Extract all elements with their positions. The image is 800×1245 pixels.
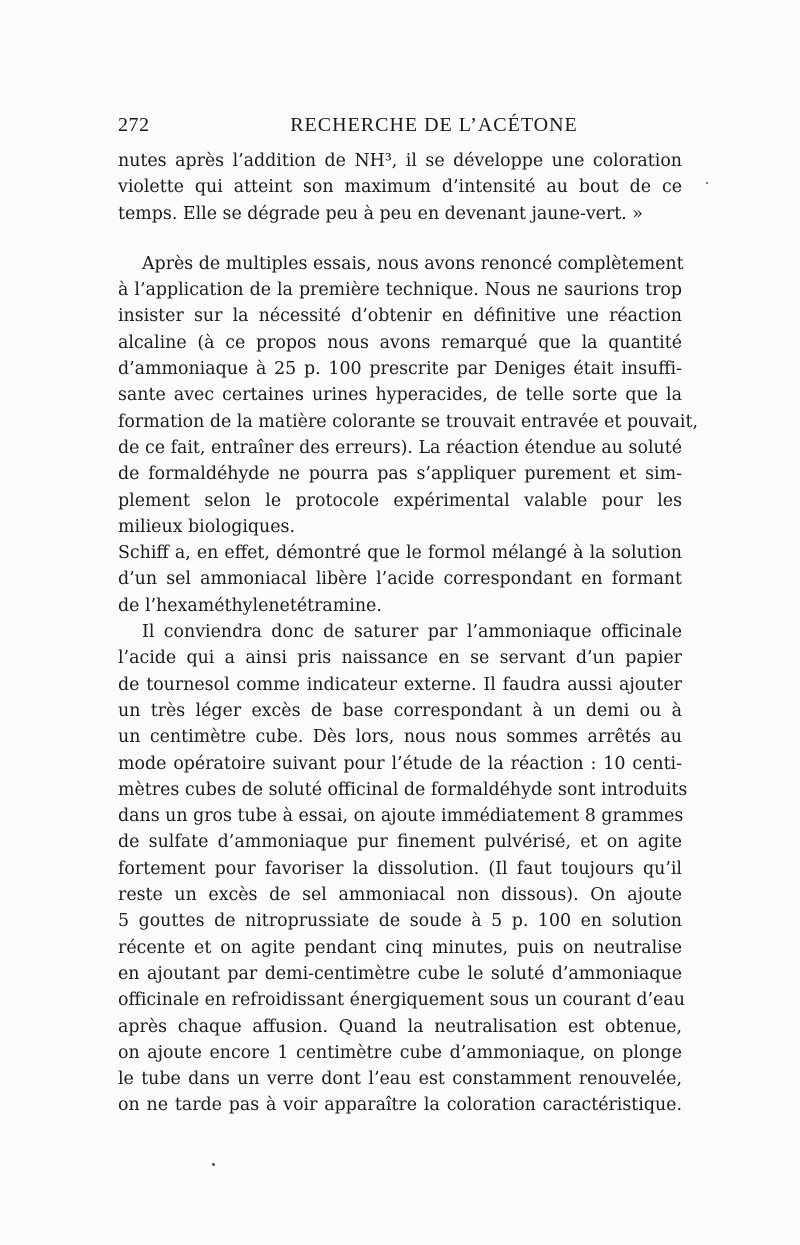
text-line: Il conviendra donc de saturer par l’ammoniaque officinale	[142, 622, 682, 643]
text-line: nutes après l’addition de NH³, il se développe une coloration	[118, 151, 682, 171]
text-line: on ajoute encore 1 centimètre cube d’ammoniaque, on plonge	[118, 1042, 682, 1063]
text-line: fortement pour favoriser la dissolution. (Il faut toujours qu’il	[118, 858, 682, 879]
text-line: plement selon le protocole expérimental valable pour les	[118, 490, 682, 511]
print-speck	[212, 1163, 215, 1166]
page-number: 272	[118, 114, 150, 136]
text-line: à l’application de la première technique. Nous ne saurions trop	[118, 280, 682, 301]
text-line: 5 gouttes de nitroprussiate de soude à 5 p. 100 en solution	[118, 911, 682, 932]
text-line: alcaline (à ce propos nous avons remarqué que la quantité	[118, 332, 682, 353]
text-line: de l’hexaméthylenetétramine.	[118, 595, 382, 616]
text-line: formation de la matière colorante se trouvait entravée et pouvait,	[118, 411, 698, 432]
text-line: milieux biologiques.	[118, 516, 295, 537]
text-line: en ajoutant par demi-centimètre cube le soluté d’ammoniaque	[118, 963, 682, 984]
text-line: de formaldéhyde ne pourra pas s’appliquer purement et sim-	[118, 464, 682, 485]
paragraph-spacer	[118, 227, 682, 251]
print-speck	[706, 182, 708, 184]
text-line: Après de multiples essais, nous avons renoncé complètement	[142, 253, 684, 274]
text-line: violette qui atteint son maximum d’intensité au bout de ce	[118, 177, 682, 198]
text-line: d’ammoniaque à 25 p. 100 prescrite par Deniges était insuffi-	[118, 359, 682, 380]
text-line: après chaque affusion. Quand la neutralisation est obtenue,	[118, 1016, 682, 1037]
body-text	[118, 148, 698, 1119]
running-title: RECHERCHE DE L’ACÉTONE	[290, 114, 578, 136]
text-line: un très léger excès de base correspondant à un demi ou à	[118, 700, 682, 721]
text-line: de tournesol comme indicateur externe. Il faudra aussi ajouter	[118, 674, 682, 695]
text-line: de sulfate d’ammoniaque pur finement pulvérisé, et on agite	[118, 832, 682, 853]
text-line: le tube dans un verre dont l’eau est constamment renouvelée,	[118, 1069, 682, 1090]
running-head	[118, 114, 682, 144]
text-line: officinale en refroidissant énergiquement sous un courant d’eau	[118, 990, 685, 1011]
text-line: de ce fait, entraîner des erreurs). La réaction étendue au soluté	[118, 437, 682, 458]
text-line: sante avec certaines urines hyperacides, de telle sorte que la	[118, 385, 682, 406]
text-line: l’acide qui a ainsi pris naissance en se servant d’un papier	[118, 648, 682, 669]
text-line: mode opératoire suivant pour l’étude de la réaction : 10 centi-	[118, 753, 682, 774]
paragraph-schiff	[118, 540, 682, 619]
text-line: d’un sel ammoniacal libère l’acide correspondant en formant	[118, 569, 682, 590]
text-line: récente et on agite pendant cinq minutes, puis on neutralise	[118, 937, 682, 958]
text-line: Schiff a, en effet, démontré que le formol mélangé à la solution	[118, 543, 682, 564]
text-line: insister sur la nécessité d’obtenir en définitive une réaction	[118, 306, 682, 327]
text-line: un centimètre cube. Dès lors, nous nous sommes arrêtés au	[118, 727, 682, 748]
text-line: dans un gros tube à essai, on ajoute immédiatement 8 grammes	[118, 806, 684, 827]
text-line: on ne tarde pas à voir apparaître la coloration caractéristique.	[118, 1095, 682, 1116]
text-line: reste un excès de sel ammoniacal non dissous). On ajoute	[118, 885, 682, 906]
text-line: mètres cubes de soluté officinal de formaldéhyde sont introduits	[118, 779, 688, 800]
paragraph-mode-operatoire	[118, 619, 688, 1119]
paragraph-quote-end	[118, 148, 682, 227]
paragraph-essais	[118, 251, 698, 540]
text-line: temps. Elle se dégrade peu à peu en devenant jaune-vert. »	[118, 203, 643, 224]
